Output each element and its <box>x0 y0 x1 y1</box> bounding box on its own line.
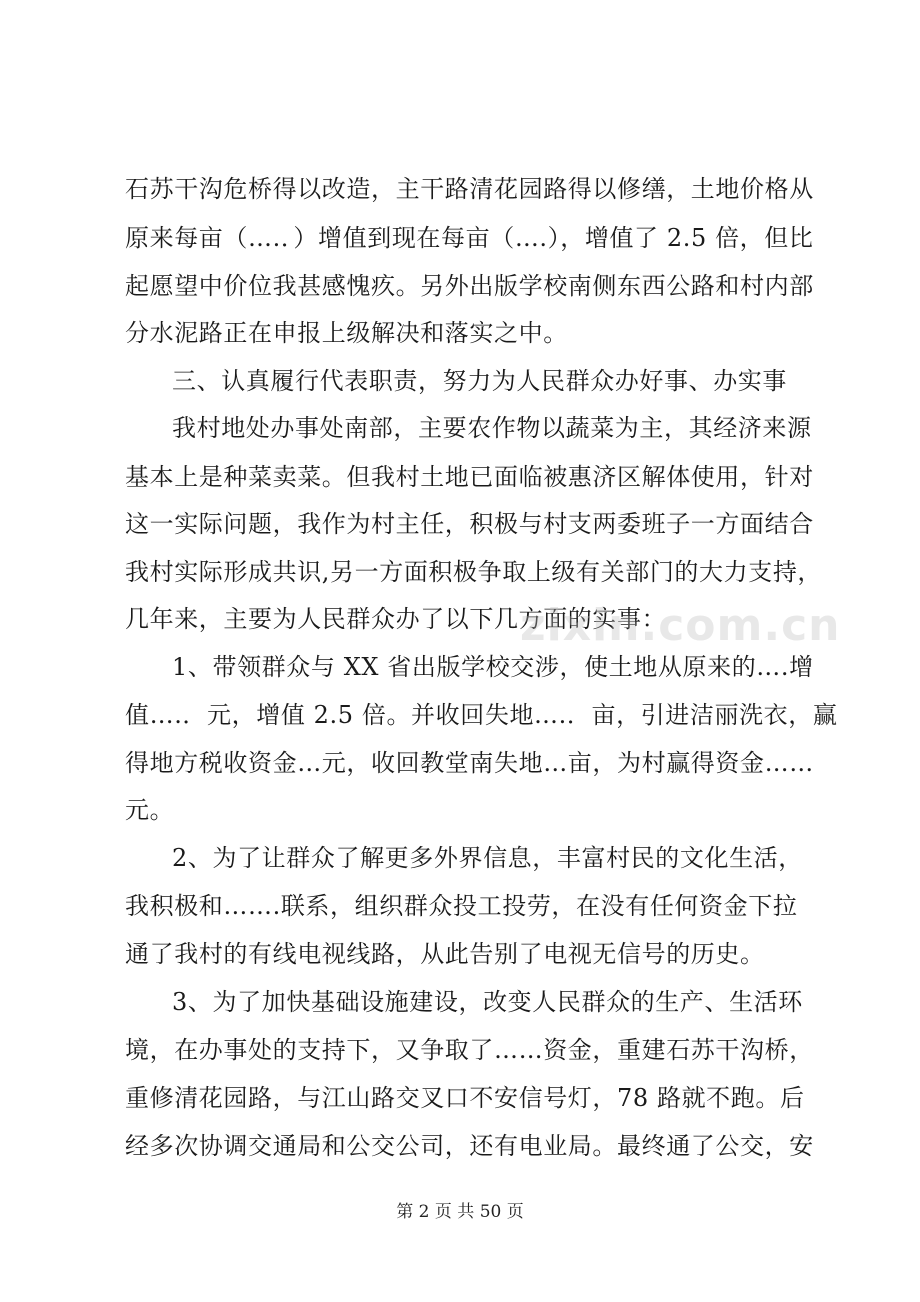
paragraph-line: 基本上是种菜卖菜。但我村土地已面临被惠济区解体使用，针对 <box>125 463 814 491</box>
paragraph-line: 2、为了让群众了解更多外界信息，丰富村民的文化生活， <box>172 844 803 872</box>
paragraph-line: 重修清花园路，与江山路交叉口不安信号灯，78 路就不跑。后 <box>125 1084 805 1112</box>
paragraph-line: 境，在办事处的支持下，又争取了……资金，重建石苏干沟桥， <box>125 1036 814 1064</box>
section-heading: 三、认真履行代表职责，努力为人民群众办好事、办实事 <box>172 367 787 395</box>
paragraph-line: 石苏干沟危桥得以改造，主干路清花园路得以修缮，土地价格从 <box>125 175 814 203</box>
paragraph-line: 起愿望中价位我甚感愧疚。另外出版学校南侧东西公路和村内部 <box>125 272 814 300</box>
paragraph-line: 3、为了加快基础设施建设，改变人民群众的生产、生活环 <box>172 988 803 1016</box>
paragraph-line: 得地方税收资金…元，收回教堂南失地…亩，为村赢得资金…… <box>125 749 814 777</box>
paragraph-line: 这一实际问题，我作为村主任，积极与村支两委班子一方面结合 <box>125 510 814 538</box>
paragraph-line: 值….．元，增值 2.5 倍。并收回失地….．亩，引进洁丽洗衣，赢 <box>125 701 838 729</box>
paragraph-line: 我积极和…….联系，组织群众投工投劳，在没有任何资金下拉 <box>125 892 798 920</box>
paragraph-line: 1、带领群众与 XX 省出版学校交涉，使土地从原来的….增 <box>172 653 814 681</box>
paragraph-line: 分水泥路正在申报上级解决和落实之中。 <box>125 319 568 347</box>
paragraph-line: 经多次协调交通局和公交公司，还有电业局。最终通了公交，安 <box>125 1132 814 1160</box>
paragraph-line: 几年来，主要为人民群众办了以下几方面的实事： <box>125 605 667 633</box>
paragraph-line: 我村地处办事处南部，主要农作物以蔬菜为主，其经济来源 <box>172 414 812 442</box>
paragraph-line: 我村实际形成共识,另一方面积极争取上级有关部门的大力支持， <box>125 558 823 586</box>
page-footer: 第 2 页 共 50 页 <box>396 1202 524 1222</box>
paragraph-line: 原来每亩（….．）增值到现在每亩（….），增值了 2.5 倍，但比 <box>125 224 814 252</box>
paragraph-line: 元。 <box>125 796 175 824</box>
watermark: zixin.com.cn <box>520 600 841 651</box>
paragraph-line: 通了我村的有线电视线路，从此告别了电视无信号的历史。 <box>125 940 765 968</box>
